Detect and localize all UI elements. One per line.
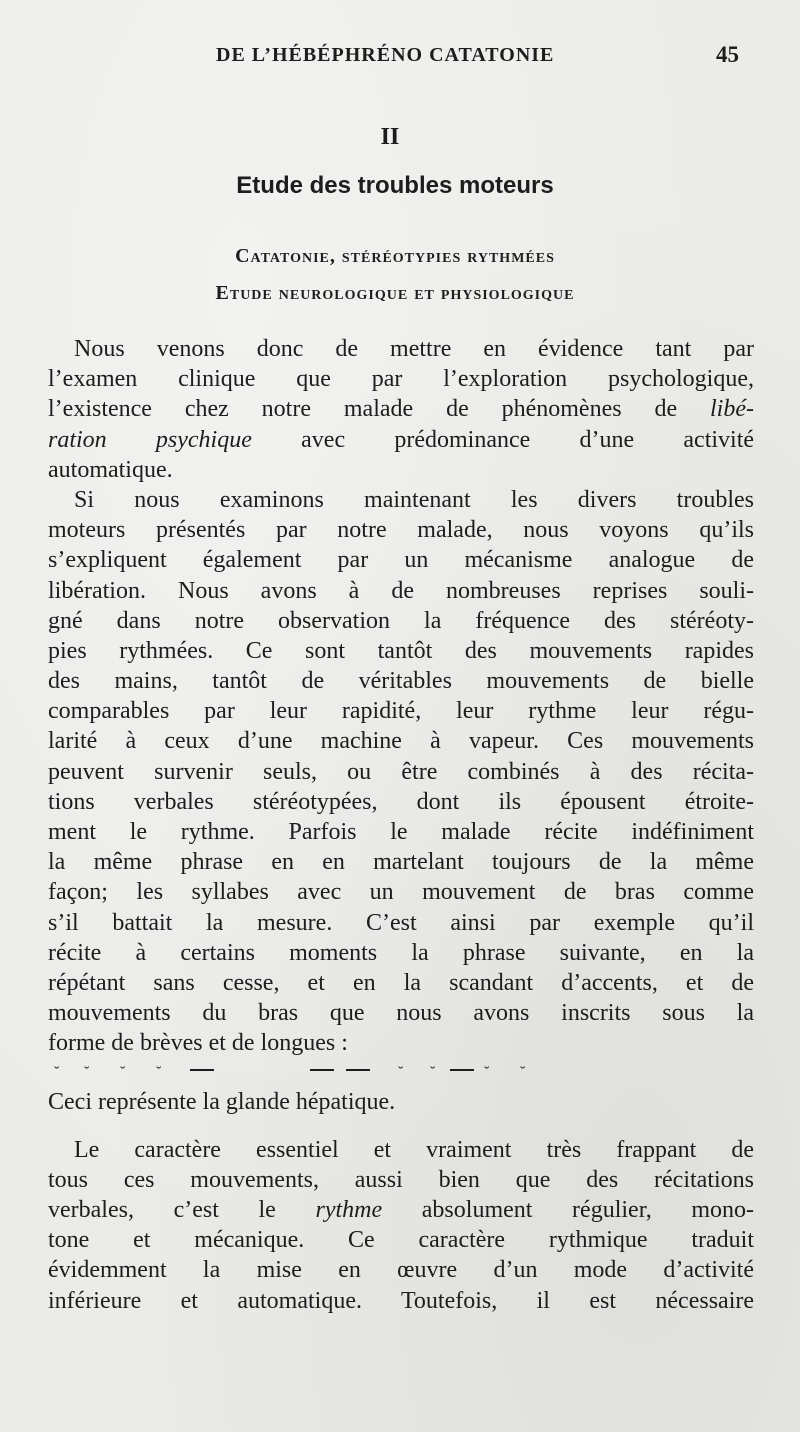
long-syllable-mark: [310, 1069, 334, 1071]
section-number: II: [380, 124, 400, 150]
text-line: Si nous examinons maintenant les divers troubles: [74, 486, 754, 513]
text-line: gné dans notre observation la fréquence des stéréoty-: [48, 607, 754, 634]
section-subtitle-1: Catatonie, stéréotypies rythmées: [235, 245, 555, 267]
italic-segment: libé-: [710, 396, 754, 423]
text-line: mouvements du bras que nous avons inscrits sous la: [48, 1000, 754, 1027]
text-line: tous ces mouvements, aussi bien que des récitations: [48, 1166, 754, 1193]
text-line: inférieure et automatique. Toutefois, il est nécessaire: [48, 1287, 754, 1314]
text-line: évidemment la mise en œuvre d’un mode d’activité: [48, 1257, 754, 1284]
text-line: moteurs présentés par notre malade, nous voyons qu’ils: [48, 517, 754, 544]
short-syllable-mark: ˘: [430, 1063, 436, 1081]
short-syllable-mark: ˘: [398, 1063, 404, 1081]
text-line: tions verbales stéréotypées, dont ils épousent étroite-: [48, 788, 754, 815]
scansion-marks: [48, 1059, 754, 1087]
text-line: s’il battait la mesure. C’est ainsi par exemple qu’il: [48, 909, 754, 936]
text-line: s’expliquent également par un mécanisme analogue de: [48, 547, 754, 574]
text-line: pies rythmées. Ce sont tantôt des mouvements rapides: [48, 637, 754, 664]
running-title: DE L’HÉBÉPHRÉNO CATATONIE: [216, 44, 555, 66]
text-line: automatique.: [48, 456, 173, 483]
text-segment: absolument régulier, mono-: [421, 1197, 754, 1224]
text-line: forme de brèves et de longues :: [48, 1030, 348, 1057]
text-line: façon; les syllabes avec un mouvement de bras comme: [48, 879, 754, 906]
short-syllable-mark: ˘: [156, 1063, 162, 1081]
text-segment: verbales, c’est le: [48, 1197, 276, 1224]
running-head: [0, 42, 800, 72]
text-line: récite à certains moments la phrase suivante, en la: [48, 939, 754, 966]
text-line: [48, 425, 754, 455]
long-syllable-mark: [190, 1069, 214, 1071]
paragraph-gap: [48, 1117, 754, 1135]
short-syllable-mark: ˘: [484, 1063, 490, 1081]
italic-segment: ration psychique: [48, 426, 252, 453]
body-text: [48, 334, 754, 1316]
text-line: la même phrase en en martelant toujours de la même: [48, 849, 754, 876]
text-line: [48, 1195, 754, 1225]
text-line: [48, 394, 754, 424]
text-segment: avec prédominance d’une activité: [301, 426, 754, 453]
paragraph-1: [48, 334, 754, 485]
short-syllable-mark: ˘: [54, 1063, 60, 1081]
text-segment: l’existence chez notre malade de phénomènes de: [48, 396, 678, 423]
text-line: des mains, tantôt de véritables mouvements de bielle: [48, 668, 754, 695]
section-subtitle-2: Etude neurologique et physiologique: [215, 282, 575, 304]
scansion-example: [48, 1059, 754, 1117]
text-line: répétant sans cesse, et en la scandant d’accents, et de: [48, 969, 754, 996]
text-line: l’examen clinique que par l’exploration psychologique,: [48, 366, 754, 393]
page-number: 45: [716, 42, 739, 67]
text-line: tone et mécanique. Ce caractère rythmique traduit: [48, 1227, 754, 1254]
text-line: comparables par leur rapidité, leur rythme leur régu-: [48, 698, 754, 725]
short-syllable-mark: ˘: [84, 1063, 90, 1081]
long-syllable-mark: [450, 1069, 474, 1071]
example-sentence: Ceci représente la glande hépatique.: [48, 1088, 396, 1115]
italic-segment: rythme: [315, 1197, 383, 1224]
paragraph-2: [48, 485, 754, 1059]
text-line: Nous venons donc de mettre en évidence tant par: [74, 336, 754, 362]
section-title: Etude des troubles moteurs: [236, 172, 554, 199]
short-syllable-mark: ˘: [120, 1063, 126, 1081]
text-line: ment le rythme. Parfois le malade récite indéfiniment: [48, 819, 754, 845]
text-line: libération. Nous avons à de nombreuses reprises souli-: [48, 577, 754, 604]
paragraph-3: [48, 1135, 754, 1316]
long-syllable-mark: [346, 1069, 370, 1071]
text-line: Le caractère essentiel et vraiment très frappant de: [74, 1136, 754, 1163]
text-line: larité à ceux d’une machine à vapeur. Ces mouvements: [48, 728, 754, 755]
text-line: peuvent survenir seuls, ou être combinés à des récita-: [48, 758, 754, 785]
short-syllable-mark: ˘: [520, 1063, 526, 1081]
